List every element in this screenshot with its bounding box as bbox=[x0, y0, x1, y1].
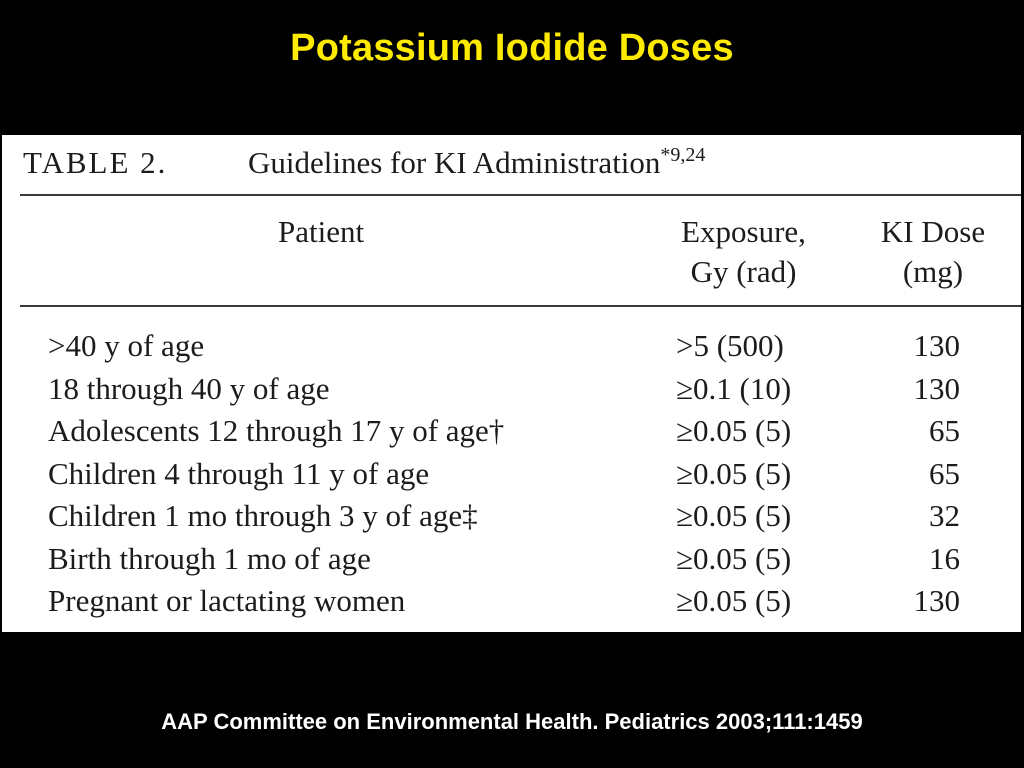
column-header-patient: Patient bbox=[278, 214, 365, 249]
column-header-exposure-line1: Exposure, bbox=[681, 214, 806, 249]
cell-patient: Adolescents 12 through 17 y of age† bbox=[48, 413, 505, 448]
cell-exposure: ≥0.05 (5) bbox=[676, 455, 792, 491]
column-header-dose-line2: (mg) bbox=[902, 254, 964, 289]
cell-exposure: ≥0.05 (5) bbox=[676, 413, 792, 448]
cell-exposure: ≥0.1 (10) bbox=[676, 370, 792, 406]
cell-patient: Pregnant or lactating women bbox=[48, 583, 406, 618]
table-caption-text: Guidelines for KI Administration bbox=[248, 145, 661, 180]
cell-dose: 130 bbox=[913, 583, 960, 618]
table-row bbox=[2, 325, 1021, 368]
table-label: TABLE 2. bbox=[23, 145, 168, 180]
slide-title: Potassium Iodide Doses bbox=[290, 27, 734, 69]
table-header-rule bbox=[20, 305, 1021, 307]
cell-patient: 18 through 40 y of age bbox=[48, 370, 330, 406]
column-header-exposure bbox=[666, 212, 821, 292]
cell-patient: >40 y of age bbox=[48, 328, 205, 363]
cell-patient: Birth through 1 mo of age bbox=[48, 540, 371, 576]
table-caption bbox=[248, 143, 705, 183]
cell-dose: 65 bbox=[929, 413, 960, 448]
column-header-exposure-line2: Gy (rad) bbox=[690, 254, 797, 289]
table-body bbox=[2, 325, 1021, 623]
guidelines-table bbox=[2, 135, 1021, 632]
table-row bbox=[2, 580, 1021, 623]
cell-dose: 130 bbox=[913, 328, 960, 363]
column-header-dose bbox=[870, 212, 996, 292]
cell-dose: 32 bbox=[929, 498, 960, 533]
cell-exposure: ≥0.05 (5) bbox=[676, 540, 792, 576]
table-row bbox=[2, 538, 1021, 581]
column-header-dose-line1: KI Dose bbox=[880, 214, 986, 249]
table-row bbox=[2, 368, 1021, 411]
cell-patient: Children 4 through 11 y of age bbox=[48, 455, 430, 491]
cell-exposure: ≥0.05 (5) bbox=[676, 583, 792, 618]
table-row bbox=[2, 495, 1021, 538]
table-row bbox=[2, 410, 1021, 453]
cell-exposure: ≥0.05 (5) bbox=[676, 498, 792, 533]
cell-patient: Children 1 mo through 3 y of age‡ bbox=[48, 498, 478, 533]
citation: AAP Committee on Environmental Health. Pediatrics 2003;111:1459 bbox=[161, 709, 863, 734]
table-caption-superscript: *9,24 bbox=[660, 144, 706, 166]
cell-dose: 65 bbox=[929, 455, 960, 491]
cell-exposure: >5 (500) bbox=[676, 328, 784, 363]
table-top-rule bbox=[20, 194, 1021, 196]
table-row bbox=[2, 453, 1021, 496]
cell-dose: 16 bbox=[929, 540, 960, 576]
cell-dose: 130 bbox=[913, 370, 960, 406]
